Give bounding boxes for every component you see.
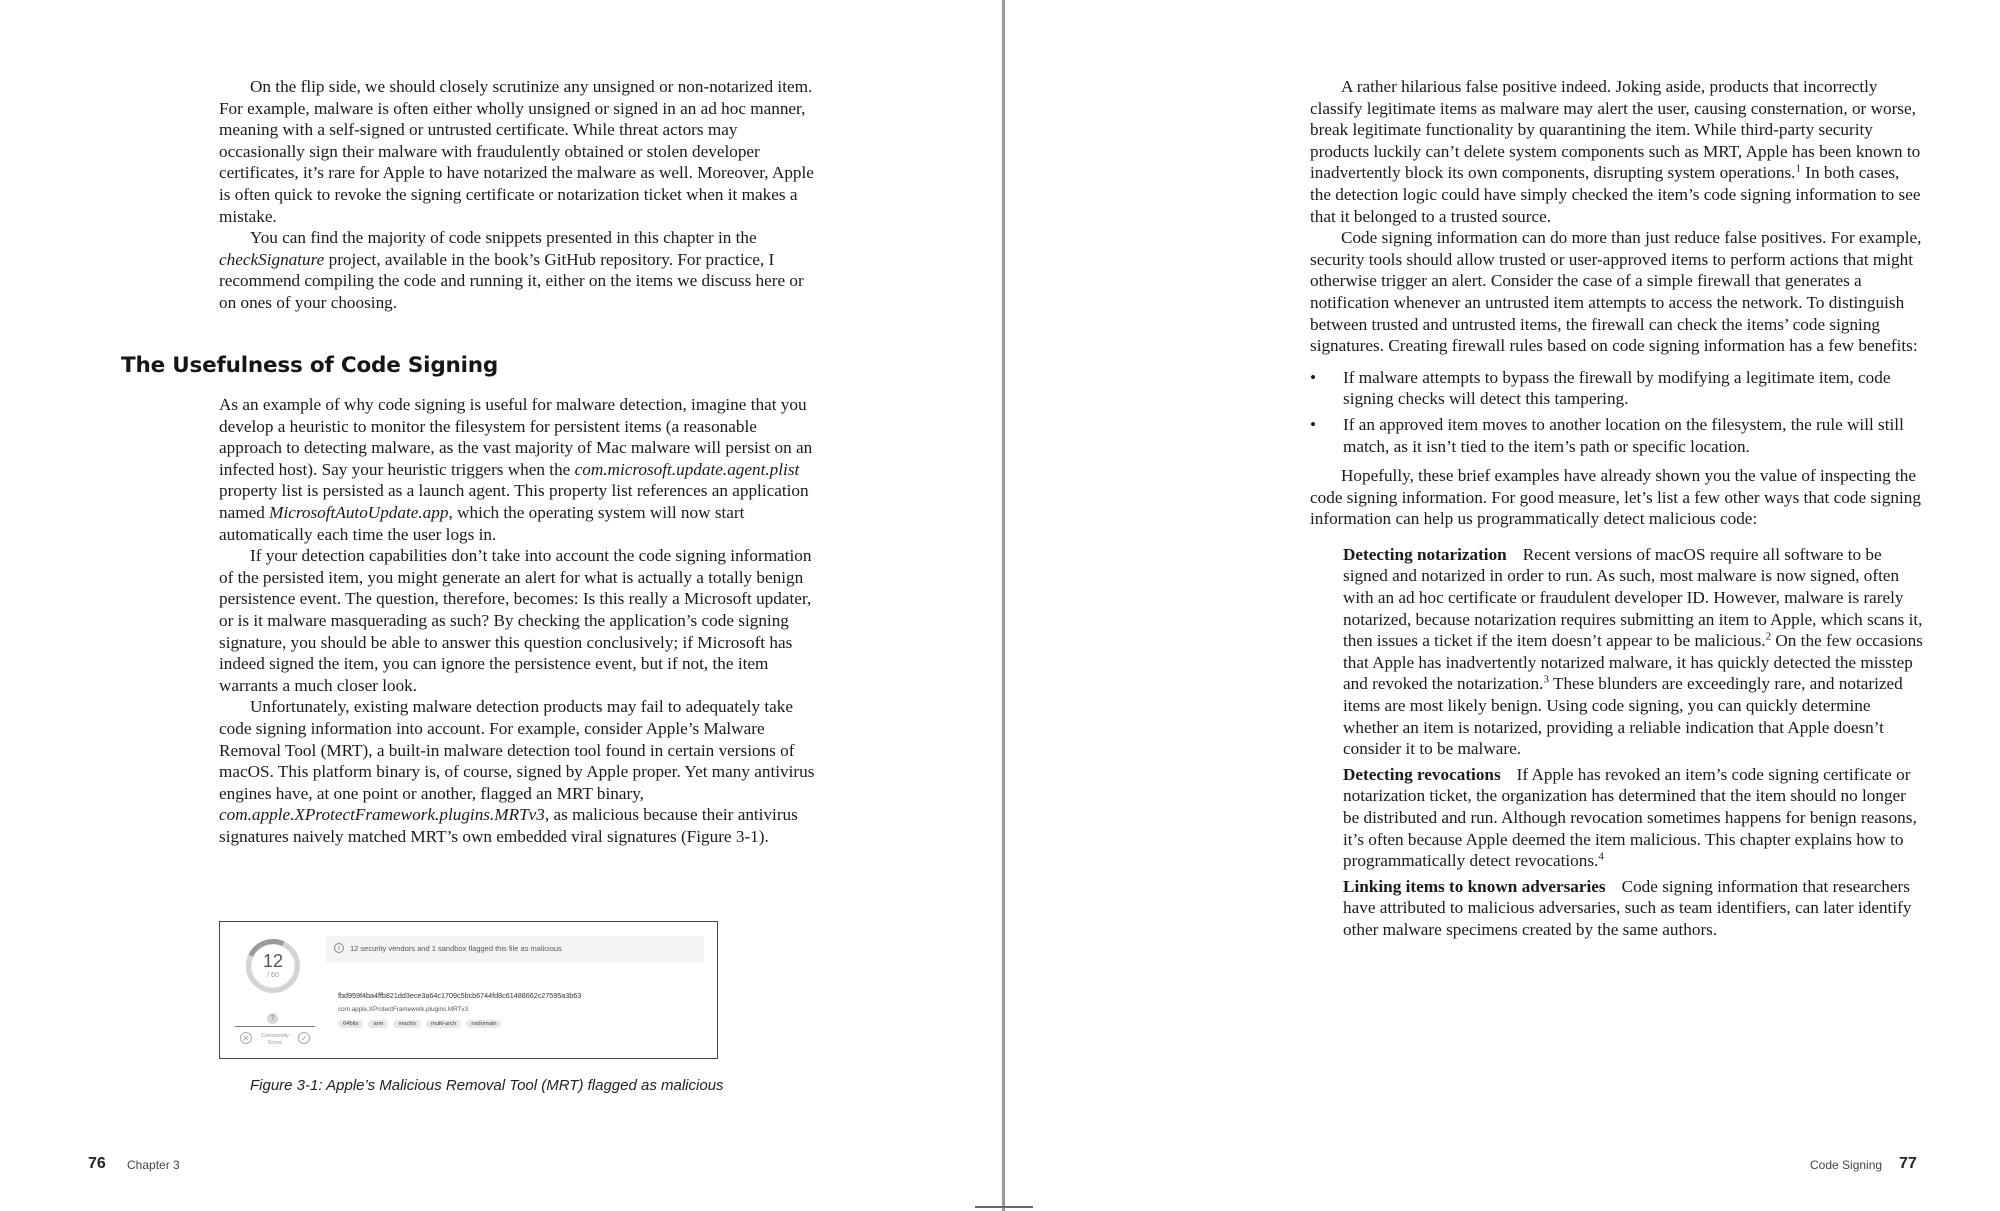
list-item: • If malware attempts to bypass the firewall by modifying a legitimate item, code signing checks will detect this tampering. bbox=[1310, 367, 1923, 410]
body-paragraph: If your detection capabilities don’t take into account the code signing information of the persisted item, you might generate an alert for what is actually a totally benign persistence event. The question, therefore, becomes: Is this really a Microsoft updater, or is it malware masquerading as such? By checking the application’s code signing signature, you should be able to answer this question conclusively; if Microsoft has indeed signed the item, you can ignore the persistence event, but if not, the item warrants a much closer look. bbox=[219, 546, 812, 695]
text-run: Recent versions of macOS require all software to be signed and notarized in order to run. As such, most malware is now signed, often with an ad hoc certificate or fraudulent developer ID. However, malware is rarely notarized, because notarization requires submitting an item to Apple, which scans it, then issues a ticket if the item doesn’t appear to be malicious. bbox=[1343, 544, 1923, 651]
definition-item bbox=[1343, 876, 1923, 941]
body-paragraph: Hopefully, these brief examples have already shown you the value of inspecting the code signing information. For good measure, let’s list a few other ways that code signing information can help us programmatically detect malicious code: bbox=[1310, 466, 1921, 529]
left-intro-text bbox=[219, 76, 819, 314]
section-heading: The Usefulness of Code Signing bbox=[121, 353, 499, 378]
question-icon: ? bbox=[267, 1013, 278, 1024]
tag-list bbox=[338, 1020, 501, 1028]
body-paragraph bbox=[219, 696, 819, 847]
definition-term: Detecting revocations bbox=[1343, 764, 1501, 784]
text-run: If Apple has revoked an item’s code signing certificate or notarization ticket, the organization has determined that the item should no longer be distributed and run. Although revocation sometimes happens for benign reasons, it’s often because Apple deemed the item malicious. This chapter explains how to programmatically detect revocations. bbox=[1343, 764, 1917, 871]
text-run: In both cases, the detection logic could have simply checked the item’s code signing information to see that it belonged to a trusted source. bbox=[1310, 163, 1921, 226]
text-run: On the few occasions that Apple has inadvertently notarized malware, it has quickly detected the misstep and revoked the notarization. bbox=[1343, 631, 1923, 694]
section-body bbox=[219, 394, 819, 847]
detection-score: 12 bbox=[262, 951, 284, 971]
page-gutter bbox=[1002, 0, 1005, 1211]
footnote-ref: 2 bbox=[1765, 630, 1772, 643]
file-hash: fbd959f4ba4ffb821dd3ece3a64c1709c5bcb6744fd8c61488662c27595a3b63 bbox=[338, 991, 582, 1000]
footnote-ref: 4 bbox=[1598, 850, 1604, 863]
intro-paragraph bbox=[219, 227, 819, 313]
file-name: com.apple.XProtectFramework.plugins.MRTv3 bbox=[219, 805, 545, 825]
definition-item bbox=[1343, 544, 1923, 760]
footnote-ref: 1 bbox=[1795, 162, 1801, 175]
text-run: These blunders are exceedingly rare, and notarized items are most likely benign. Using code signing, you can quickly determine whether an item is notarized, providing a reliable indication that Apple doesn’t consider it to be malware. bbox=[1343, 674, 1903, 759]
page-number-right: 77 bbox=[1899, 1155, 1917, 1172]
definition-term: Linking items to known adversaries bbox=[1343, 876, 1606, 896]
alert-text: 12 security vendors and 1 sandbox flagged this file as malicious bbox=[350, 944, 562, 953]
running-head-left: Chapter 3 bbox=[127, 1158, 180, 1172]
text-run: project, available in the book’s GitHub repository. For practice, I recommend compiling the code and running it, either on the items we discuss here or on ones of your choosing. bbox=[219, 249, 804, 312]
text-run: , which the operating system will now start automatically each time the user logs in. bbox=[219, 502, 745, 544]
running-head-right: Code Signing bbox=[1810, 1158, 1883, 1172]
intro-paragraph: On the flip side, we should closely scrutinize any unsigned or non-notarized item. For example, malware is often either wholly unsigned or signed in an ad hoc manner, meaning with a self-signed or untrusted certificate. While threat actors may occasionally sign their malware with fraudulently obtained or stolen developer certificates, it’s rare for Apple to have notarized the malware as well. Moreover, Apple is often quick to revoke the signing certificate or notarization ticket when it makes a mistake. bbox=[219, 77, 814, 226]
check-icon: ✓ bbox=[298, 1032, 310, 1044]
tag: 64bits bbox=[338, 1020, 363, 1028]
definition-list bbox=[1343, 544, 1923, 941]
definition-item bbox=[1343, 764, 1923, 872]
tag: nxdomain bbox=[466, 1020, 501, 1028]
text-run: , as malicious because their antivirus signatures naively matched MRT’s own embedded viral signatures (Figure 3-1). bbox=[219, 805, 798, 846]
community-score-label: Community Score bbox=[261, 1033, 289, 1046]
figure-caption: Figure 3-1: Apple’s Malicious Removal Tool (MRT) flagged as malicious bbox=[250, 1077, 724, 1094]
text-run: You can find the majority of code snippets presented in this chapter in the bbox=[250, 228, 757, 248]
definition-term: Detecting notarization bbox=[1343, 544, 1507, 564]
tag: multi-arch bbox=[426, 1020, 461, 1028]
project-name: checkSignature bbox=[219, 249, 325, 269]
text-run: Unfortunately, existing malware detection products may fail to adequately take code signing information into account. For example, consider Apple’s Malware Removal Tool (MRT), a built-in malware detection tool found in certain versions of macOS. This platform binary is, of course, signed by Apple proper. Yet many antivirus engines have, at one point or another, flagged an MRT binary, bbox=[219, 697, 815, 803]
file-name: MicrosoftAutoUpdate.app bbox=[269, 502, 449, 522]
tag: arm bbox=[368, 1020, 388, 1028]
tag: macho bbox=[393, 1020, 420, 1028]
list-item: • If an approved item moves to another location on the filesystem, the rule will still match, as it isn’t tied to the item’s path or specific location. bbox=[1310, 414, 1923, 457]
text-run: Code signing information that researchers have attributed to malicious adversaries, such as team identifiers, can later identify other malware specimens created by the same authors. bbox=[1343, 876, 1912, 939]
footnote-ref: 3 bbox=[1543, 673, 1549, 686]
text-run: A rather hilarious false positive indeed. Joking aside, products that incorrectly classify legitimate items as malware may alert the user, causing consternation, or worse, break legitimate functionality by quarantining the item. While third-party security products luckily can’t delete system components such as MRT, Apple has been known to inadvertently block its own components, disrupting system operations. bbox=[1310, 77, 1921, 183]
figure-screenshot bbox=[219, 921, 718, 1059]
text-run: As an example of why code signing is useful for malware detection, imagine that you develop a heuristic to monitor the filesystem for persistent items (a reasonable approach to detecting malware, as the vast majority of Mac malware will persist on an infected host). Say your heuristic triggers when the bbox=[219, 395, 813, 479]
body-paragraph bbox=[1310, 76, 1923, 227]
file-name: com.microsoft.update.agent.plist bbox=[574, 459, 800, 479]
page-number-left: 76 bbox=[88, 1155, 106, 1172]
gutter-mark bbox=[975, 1206, 1033, 1208]
benefits-list bbox=[1310, 367, 1923, 457]
detection-score-total: / 60 bbox=[267, 972, 279, 979]
alert-banner bbox=[326, 936, 704, 962]
close-icon: ✕ bbox=[240, 1032, 252, 1044]
body-paragraph bbox=[219, 394, 819, 545]
file-name: com.apple.XProtectFramework.plugins.MRTv3 bbox=[338, 1006, 469, 1013]
body-paragraph: Code signing information can do more than just reduce false positives. For example, security tools should allow trusted or user-approved items to perform actions that might otherwise trigger an alert. Consider the case of a simple firewall that generates a notification whenever an untrusted item attempts to access the network. To distinguish between trusted and untrusted items, the firewall can check the items’ code signing signatures. Creating firewall rules based on code signing information has a few benefits: bbox=[1310, 228, 1922, 356]
info-icon: i bbox=[334, 943, 344, 953]
text-run: property list is persisted as a launch agent. This property list references an application named bbox=[219, 481, 809, 522]
community-score-bar bbox=[235, 1026, 315, 1027]
right-page-text bbox=[1310, 76, 1923, 945]
